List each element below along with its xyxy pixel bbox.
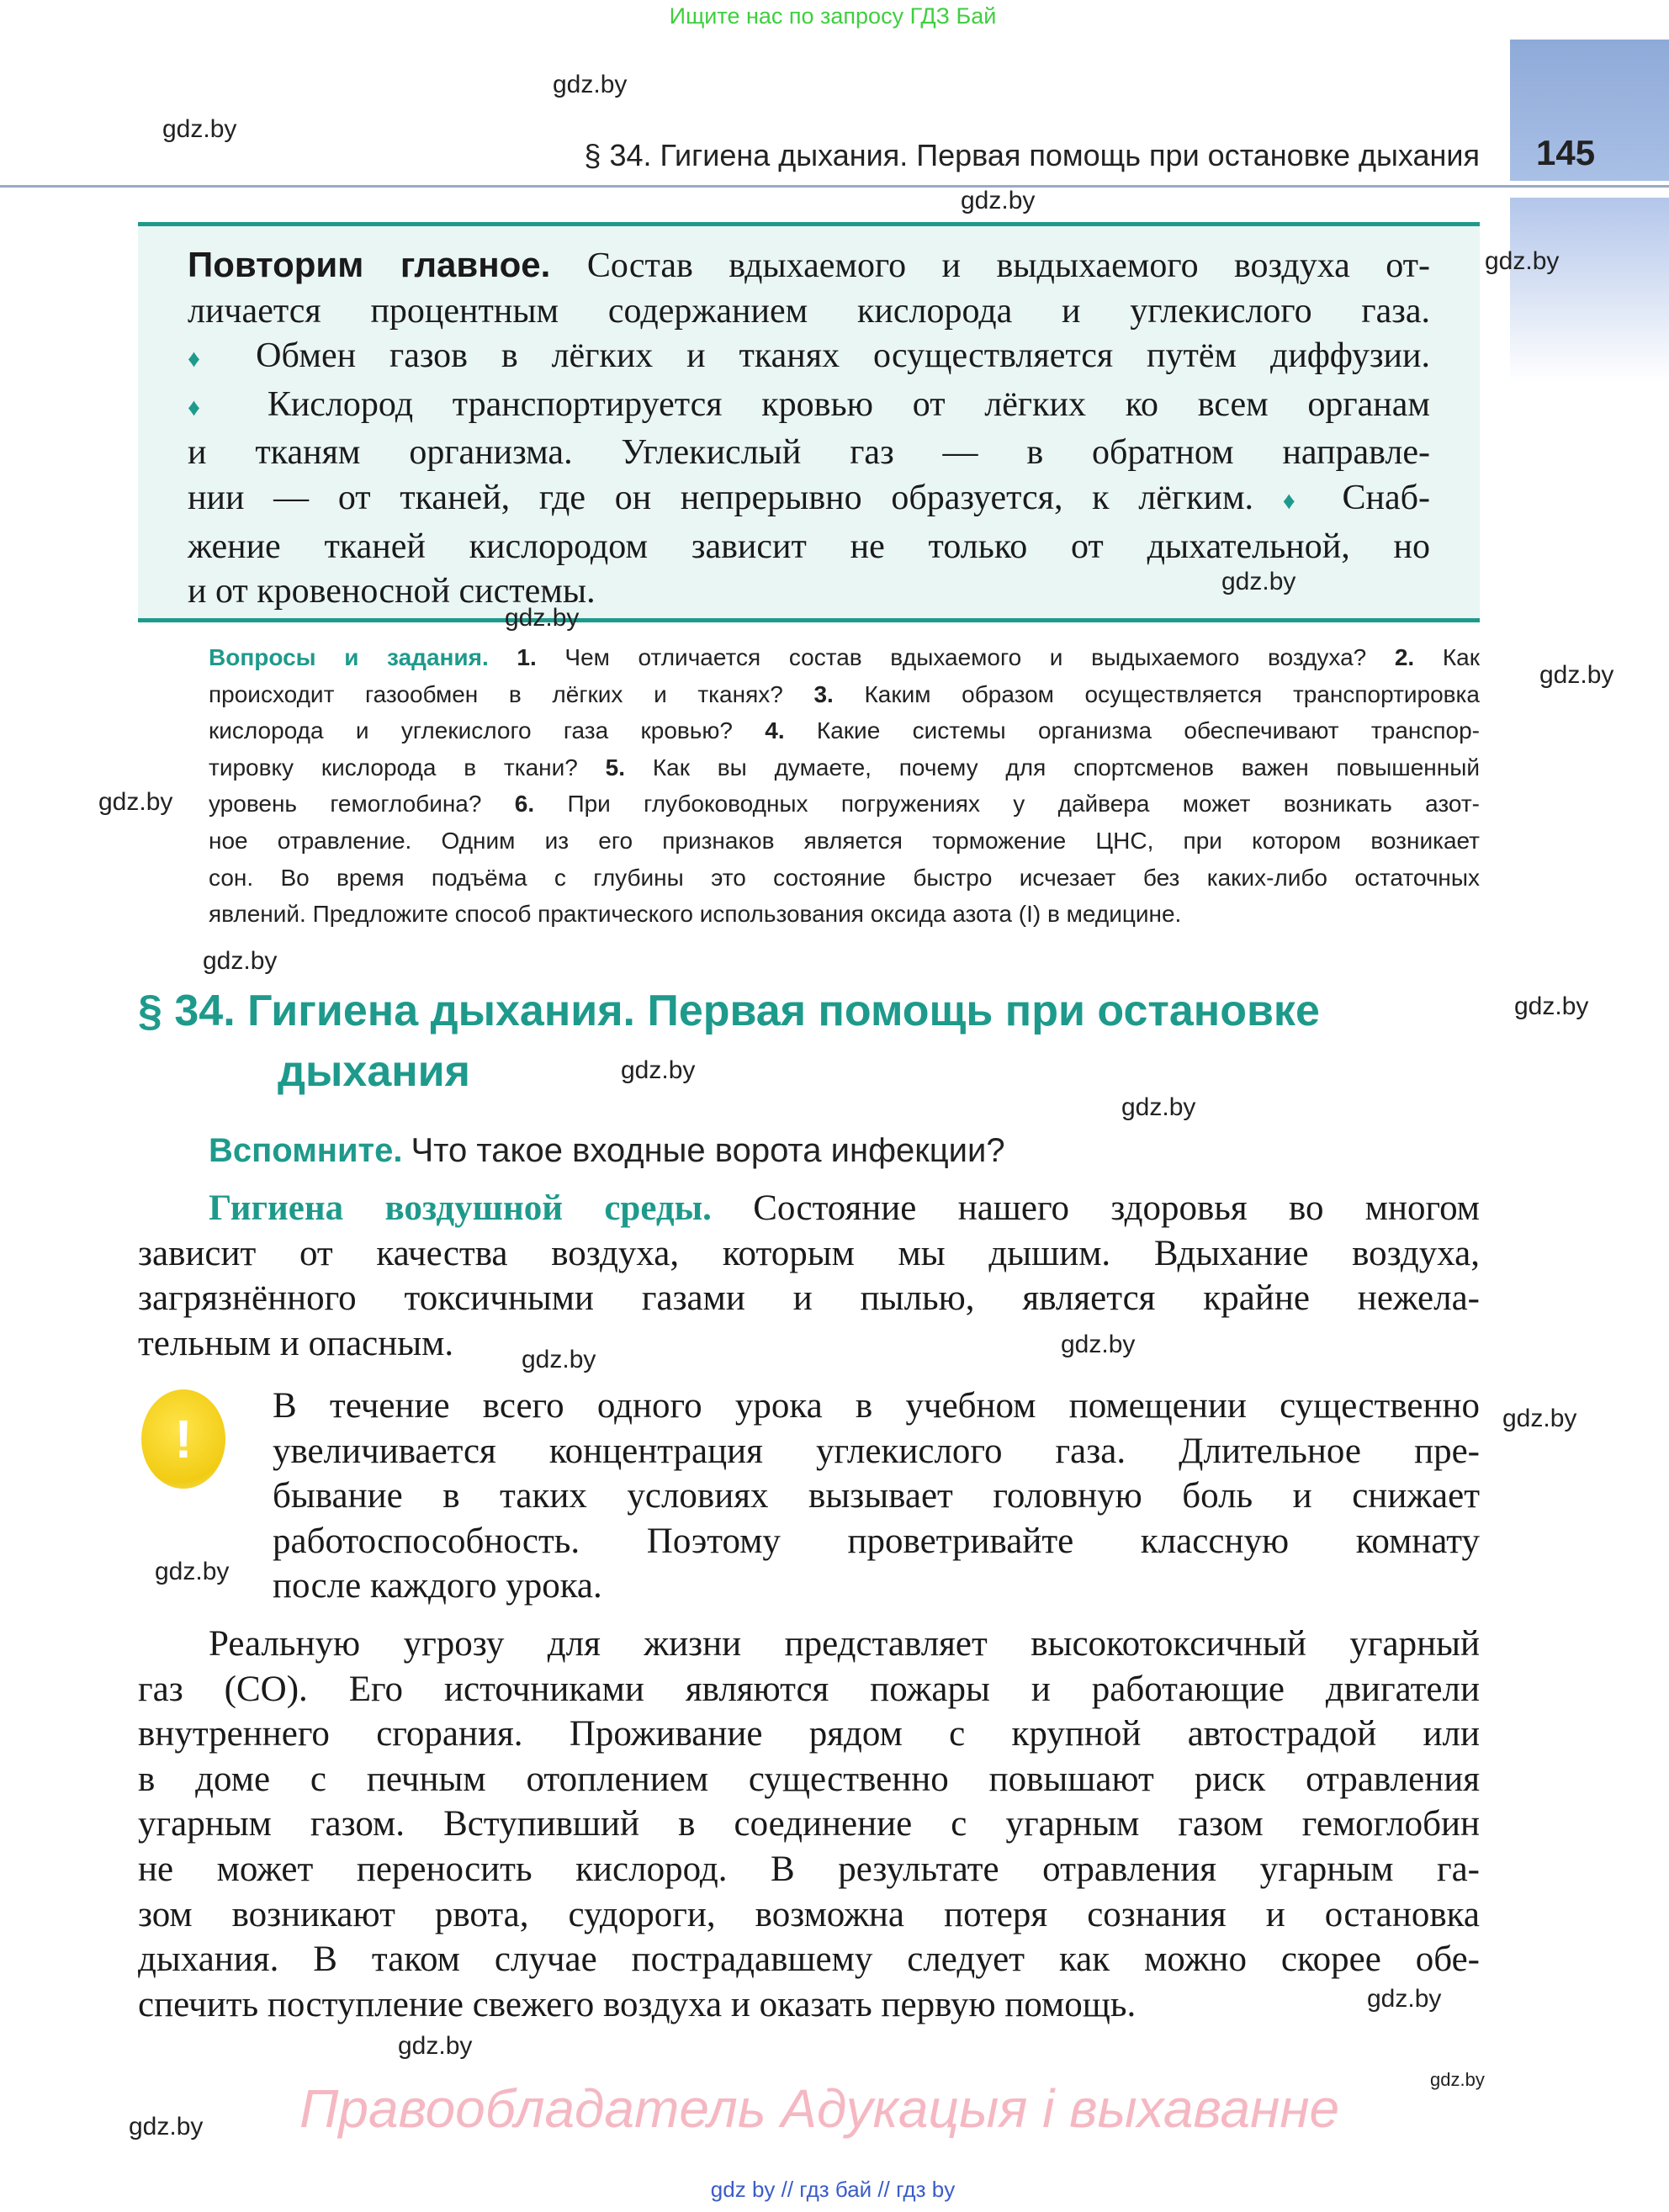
text-line [209, 639, 1480, 676]
text-segment: работоспособность. Поэтому проветривайте классную комнату [273, 1521, 1480, 1561]
text-segment: Состояние нашего здоровья во многом [753, 1188, 1480, 1228]
text-line [138, 1321, 1480, 1367]
text-segment: сон. Во время подъёма с глубины это состояние быстро исчезает без каких-либо остаточных [209, 864, 1480, 891]
text-segment: зависит от качества воздуха, которым мы дышим. Вдыхание воздуха, [138, 1233, 1480, 1273]
gdz-watermark: gdz.by [155, 1558, 230, 1585]
text-segment: 5. [605, 754, 626, 781]
text-line [188, 525, 1430, 570]
search-hint: Ищите нас по запросу ГДЗ Бай [669, 3, 997, 29]
text-line [138, 1892, 1480, 1938]
text-line [138, 1622, 1480, 1667]
text-segment: не может переносить кислород. В результате отравления угарным га- [138, 1849, 1480, 1889]
text-segment: Как вы думаете, почему для спортсменов важен повышенный [625, 754, 1480, 781]
text-segment: ное отравление. Одним из его признаков является торможение ЦНС, при котором возникает [209, 827, 1480, 854]
text-segment: Состав вдыхаемого и выдыхаемого воздуха от- [586, 246, 1430, 285]
text-segment: Гигиена воздушной среды. [209, 1188, 754, 1228]
summary-text [188, 242, 1430, 615]
text-line [209, 896, 1480, 933]
remember-text: Что такое входные ворота инфекции? [411, 1132, 1005, 1169]
gdz-watermark: gdz.by [505, 604, 580, 632]
gdz-watermark: gdz.by [203, 947, 278, 975]
text-line [209, 786, 1480, 823]
text-segment: Обмен газов в лёгких и тканях осуществляется путём диффузии. [256, 336, 1430, 376]
text-line [273, 1519, 1480, 1564]
text-line [138, 1847, 1480, 1892]
gdz-watermark: gdz.by [1514, 992, 1589, 1020]
text-segment: явлений. Предложите способ практического использования оксида азота (I) в медицине. [209, 901, 1182, 928]
gdz-watermark: gdz.by [398, 2032, 473, 2060]
remember-label: Вспомните. [209, 1132, 403, 1169]
text-segment: 1. [517, 644, 537, 670]
remember-prompt [209, 1132, 1005, 1170]
gdz-watermark: gdz.by [1485, 247, 1560, 275]
text-segment: в доме с печным отоплением существенно повышают риск отравления [138, 1759, 1480, 1799]
text-segment: зом возникают рвота, судороги, возможна потеря сознания и остановка [138, 1894, 1480, 1934]
text-line [138, 1802, 1480, 1847]
text-segment: и от кровеносной системы. [188, 572, 596, 611]
text-line [209, 749, 1480, 786]
text-segment: При глубоководных погружениях у дайвера может возникать азот- [534, 791, 1481, 818]
text-segment: газ (СО). Его источниками являются пожары и работающие двигатели [138, 1669, 1480, 1709]
text-segment: дыхания. В таком случае пострадавшему следует как можно скорее обе- [138, 1939, 1480, 1980]
section-title: § 34. Гигиена дыхания. Первая помощь при остановке [138, 987, 1320, 1035]
text-segment: Чем отличается состав вдыхаемого и выдыхаемого воздуха? [536, 644, 1395, 670]
text-segment: тировку кислорода в ткани? [209, 754, 606, 781]
text-line [138, 1757, 1480, 1802]
footer-links: gdz by // гдз бай // гдз by [710, 2177, 956, 2202]
gdz-watermark: gdz.by [522, 1346, 596, 1373]
text-line [188, 383, 1430, 431]
text-line [138, 1186, 1480, 1231]
text-segment: 6. [514, 791, 535, 818]
gdz-watermark: gdz.by [1367, 1985, 1442, 2013]
text-segment: жение тканей кислородом зависит не только от дыхательной, но [188, 527, 1430, 566]
diamond-bullet-icon: ♦ [188, 346, 257, 373]
text-segment: и тканям организма. Углекислый газ — в обратном направле- [188, 433, 1430, 473]
running-title: § 34. Гигиена дыхания. Первая помощь при остановке дыхания [584, 138, 1480, 172]
text-line [138, 1231, 1480, 1277]
section-title-continued: дыхания [278, 1047, 470, 1096]
text-line [209, 712, 1480, 749]
text-line [209, 823, 1480, 860]
text-line [273, 1384, 1480, 1429]
gdz-watermark: gdz.by [553, 71, 628, 98]
text-segment: загрязнённого токсичными газами и пылью, является крайне нежела- [138, 1278, 1480, 1319]
text-segment: личается процентным содержанием кислорода и углекислого газа. [188, 291, 1430, 331]
questions-block [209, 639, 1480, 933]
text-segment: спечить поступление свежего воздуха и оказать первую помощь. [138, 1984, 1137, 2024]
text-segment: Снаб- [1342, 478, 1430, 517]
gdz-watermark: gdz.by [1121, 1093, 1196, 1121]
text-segment: после каждого урока. [273, 1566, 602, 1606]
text-segment: увеличивается концентрация углекислого газа. Длительное пре- [273, 1431, 1480, 1471]
text-line [188, 242, 1430, 289]
text-line [188, 289, 1430, 335]
gdz-watermark: gdz.by [1539, 661, 1614, 689]
header-divider [0, 185, 1669, 188]
text-line [188, 334, 1430, 383]
gdz-watermark: gdz.by [961, 187, 1036, 214]
gdz-watermark: gdz.by [1221, 568, 1296, 595]
text-line [138, 1667, 1480, 1712]
text-line [138, 1712, 1480, 1757]
text-segment: угарным газом. Вступивший в соединение с угарным газом гемоглобин [138, 1804, 1480, 1844]
gdz-watermark: gdz.by [98, 788, 173, 816]
text-segment: тельным и опасным. [138, 1323, 454, 1363]
text-line [138, 1276, 1480, 1321]
text-segment: 4. [765, 717, 785, 744]
text-segment: Реальную угрозу для жизни представляет высокотоксичный угарный [209, 1624, 1480, 1664]
text-segment: происходит газообмен в лёгких и тканях? [209, 680, 814, 707]
warning-note [273, 1384, 1480, 1609]
text-line [138, 1982, 1480, 2028]
text-segment: Какие системы организма обеспечивают транспор- [784, 717, 1480, 744]
text-segment: Повторим главное. [188, 245, 587, 284]
gdz-watermark: gdz.by [162, 115, 237, 143]
text-segment: нии — от тканей, где он непрерывно образуется, к лёгким. [188, 478, 1283, 517]
text-segment: внутреннего сгорания. Проживание рядом с крупной автострадой или [138, 1714, 1480, 1754]
paragraph-carbon-monoxide [138, 1622, 1480, 2027]
text-segment: уровень гемоглобина? [209, 791, 515, 818]
text-segment: 2. [1394, 644, 1415, 670]
gdz-watermark: gdz.by [621, 1056, 696, 1084]
paragraph-air-hygiene [138, 1186, 1480, 1366]
gdz-watermark: gdz.by [129, 2113, 204, 2141]
exclamation-icon: ! [141, 1389, 225, 1489]
text-line [273, 1564, 1480, 1609]
text-line [188, 476, 1430, 525]
page-number: 145 [1536, 133, 1596, 172]
diamond-bullet-icon: ♦ [1282, 487, 1343, 515]
text-line [209, 676, 1480, 713]
text-segment: Как [1414, 644, 1480, 670]
text-segment: бывание в таких условиях вызывает головную боль и снижает [273, 1476, 1480, 1516]
text-segment: Каким образом осуществляется транспортировка [833, 680, 1480, 707]
text-segment: Вопросы и задания. [209, 644, 517, 670]
gdz-watermark: gdz.by [1061, 1331, 1136, 1358]
text-segment: 3. [813, 680, 834, 707]
text-segment: Кислород транспортируется кровью от лёгких ко всем органам [267, 384, 1430, 424]
text-line [273, 1429, 1480, 1474]
gdz-watermark: gdz.by [1502, 1405, 1577, 1432]
text-line [138, 1937, 1480, 1982]
text-segment: кислорода и углекислого газа кровью? [209, 717, 766, 744]
gdz-watermark: gdz.by [1430, 2069, 1485, 2090]
text-line [273, 1474, 1480, 1519]
text-line [209, 860, 1480, 897]
text-segment: В течение всего одного урока в учебном помещении существенно [273, 1386, 1480, 1426]
page-tab-gradient [1510, 198, 1669, 383]
text-line [188, 431, 1430, 476]
diamond-bullet-icon: ♦ [188, 394, 268, 421]
copyright-watermark: Правообладатель Адукацыя і выхаванне [299, 2078, 1340, 2139]
